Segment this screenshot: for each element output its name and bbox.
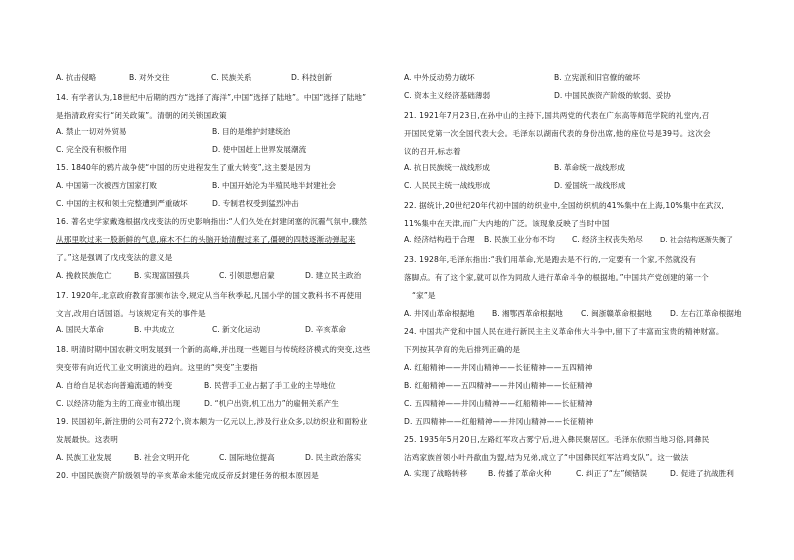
q18-stem-line: 18. 明清时期中国农耕文明发展到一个新的高峰,并出现一些题目与传统经济模式的突变,这些 (56, 345, 371, 354)
option-c[interactable]: C. 闽浙赣革命根据地 (581, 309, 652, 318)
option-a[interactable]: A. 自给自足状态向普遍流通的转变 (56, 381, 173, 390)
option-b[interactable]: B. 实现富国强兵 (134, 271, 190, 280)
option-d[interactable]: D. 专制君权受到猛烈冲击 (212, 199, 299, 208)
q16-options (56, 271, 406, 281)
option-c[interactable]: C. 引领思想启蒙 (219, 271, 275, 280)
option-b[interactable]: B. 湘鄂西革命根据地 (492, 309, 563, 318)
option-d[interactable]: D. 辛亥革命 (305, 325, 347, 334)
q19-stem-line: 发展最快。这表明 (56, 435, 118, 444)
option-b[interactable]: B. 民族工业分布不均 (484, 235, 555, 244)
option-b[interactable]: B. 民营手工业占据了手工业的主导地位 (204, 381, 336, 390)
option-d[interactable]: D. 爱国统一战线形成 (554, 181, 626, 190)
q20-options (404, 91, 756, 101)
option-d[interactable]: D. 左右江革命根据地 (670, 309, 742, 318)
option-d[interactable]: D. “机户出资,机工出力”的雇佣关系产生 (204, 399, 339, 408)
option-a[interactable]: A. 经济结构趋于合理 (404, 235, 475, 244)
q22-stem-line: 22. 据统计,20世纪20年代初中国的纺织业中,全国纺织机的41%集中在上海,10%集中在武汉, (404, 201, 724, 210)
q16-stem-line: 从那里吹过来一股新鲜的气息,麻木不仁的头脑开始清醒过来了,僵硬的四肢逐渐动弹起来 (56, 235, 356, 244)
q24-option-d[interactable]: D. 五四精神——红船精神——井冈山精神——长征精神 (404, 417, 594, 426)
option-a[interactable]: A. 抗击侵略 (56, 73, 97, 82)
q15-options (56, 199, 406, 209)
option-a[interactable]: A. 井冈山革命根据地 (404, 309, 475, 318)
q17-stem-line: 17. 1920年,北京政府教育部颁布法令,规定从当年秋季起,凡国小学的国文教科书不再使用 (56, 291, 362, 300)
option-b[interactable]: B. 立宪派和旧官僚的破坏 (554, 73, 640, 82)
option-c[interactable]: C. 国际地位提高 (219, 453, 275, 462)
q14-stem-line: 是指清政府实行“闭关政策”。清朝的闭关锁国政策 (56, 111, 227, 120)
q21-stem-line: 议的召开,标志着 (404, 147, 461, 156)
q23-stem-line: 落脚点。有了这个家,就可以作为同敌人进行革命斗争的根据地。”中国共产党创建的第一个 (404, 273, 709, 282)
q14-options (56, 127, 406, 137)
option-a[interactable]: A. 禁止一切对外贸易 (56, 127, 127, 136)
q17-options (56, 325, 406, 335)
q21-options (404, 163, 756, 173)
option-b[interactable]: B. 对外交往 (129, 73, 170, 82)
q15-stem-line: 15. 1840年的鸦片战争使“中国的历史进程发生了重大转变”,这主要是因为 (56, 163, 311, 172)
q25-stem-line: 25. 1935年5月20日,左路红军攻占雾宁后,进入彝民聚居区。毛泽东依照当地习俗,同彝民 (404, 435, 710, 444)
option-a[interactable]: A. 实现了战略转移 (404, 469, 468, 478)
option-c[interactable]: C. 人民民主统一战线形成 (404, 181, 491, 190)
q14-options (56, 145, 406, 155)
q24-stem-line: 24. 中国共产党和中国人民在进行新民主主义革命伟大斗争中,留下了丰富而宝贵的精神财富。 (404, 327, 724, 336)
option-d[interactable]: D. 科技创新 (291, 73, 333, 82)
option-a[interactable]: A. 中国第一次被西方国家打败 (56, 181, 158, 190)
option-c[interactable]: C. 经济主权丧失殆尽 (572, 235, 643, 244)
q23-stem-line: “家”是 (412, 291, 436, 300)
option-b[interactable]: B. 中国开始沦为半殖民地半封建社会 (212, 181, 336, 190)
option-a[interactable]: A. 民族工业发展 (56, 453, 112, 462)
q15-options (56, 181, 406, 191)
q21-stem-line: 开国民党第一次全国代表大会。毛泽东以湖南代表的身份出席,他的座位号是39号。这次会 (404, 129, 711, 138)
q23-stem-line: 23. 1928年,毛泽东指出:“我们用革命,光是跑去是不行的,一定要有一个家,不然就没有 (404, 255, 697, 264)
q19-options (56, 453, 406, 463)
option-b[interactable]: B. 革命统一战线形成 (554, 163, 625, 172)
q24-option-b[interactable]: B. 红船精神——五四精神——井冈山精神——长征精神 (404, 381, 593, 390)
option-b[interactable]: B. 社会文明开化 (134, 453, 190, 462)
option-d[interactable]: D. 促进了抗战胜利 (670, 469, 734, 478)
q21-options (404, 181, 756, 191)
q19-stem-line: 19. 民国初年,新注册的公司有272个,资本额为一亿元以上,涉及行业众多,以纺织业和面粉业 (56, 417, 368, 426)
q24-stem-line: 下列按其孕育的先后排列正确的是 (404, 345, 521, 354)
option-c[interactable]: C. 完全没有积极作用 (56, 145, 127, 154)
option-c[interactable]: C. 以经济功能为主的工商业市镇出现 (56, 399, 181, 408)
q14-stem-line: 14. 有学者认为,18世纪中后期的西方“选择了海洋”,中国“选择了陆地”。中国“选择了陆地” (56, 93, 367, 102)
option-d[interactable]: D. 建立民主政治 (305, 271, 362, 280)
q22-stem-line: 11%集中在天津,而广大内地的广泛。该现象反映了当时中国 (404, 219, 610, 228)
q20-stem-line: 20. 中国民族资产阶级领导的辛亥革命未能完成反帝反封建任务的根本原因是 (56, 471, 319, 480)
option-d[interactable]: D. 使中国赶上世界发展潮流 (212, 145, 307, 154)
q16-stem-line: 16. 著名史学家戴逸根据戊戌变法的历史影响指出:“人们久处在封建闭塞的沉霾气氛中,骤然 (56, 217, 367, 226)
q22-options (404, 235, 756, 245)
option-c[interactable]: C. 资本主义经济基础薄弱 (404, 91, 491, 100)
option-a[interactable]: A. 国民大革命 (56, 325, 104, 334)
q23-options (404, 309, 756, 319)
q17-stem-line: 文言,改用白话国语。与该规定有关的事件是 (56, 309, 206, 318)
q25-options (404, 469, 756, 479)
option-a[interactable]: A. 中外反动势力破坏 (404, 73, 475, 82)
option-a[interactable]: A. 挽救民族危亡 (56, 271, 112, 280)
option-a[interactable]: A. 抗日民族统一战线形成 (404, 163, 490, 172)
option-b[interactable]: B. 中共成立 (134, 325, 175, 334)
q13-options (56, 73, 406, 83)
option-c[interactable]: C. 新文化运动 (212, 325, 261, 334)
option-d[interactable]: D. 社会结构逐渐失衡了 (660, 236, 733, 244)
q24-option-a[interactable]: A. 红船精神——井冈山精神——长征精神——五四精神 (404, 363, 593, 372)
option-b[interactable]: B. 目的是维护封建统治 (212, 127, 291, 136)
q18-options (56, 399, 406, 409)
q21-stem-line: 21. 1921年7月23日,在孙中山的主持下,国共两党的代表在广东高等师范学院的礼堂内,召 (404, 111, 710, 120)
q16-stem-line: 了。”这是强调了戊戌变法的意义是 (56, 253, 173, 262)
q24-option-c[interactable]: C. 五四精神——井冈山精神——红船精神——长征精神 (404, 399, 593, 408)
q20-options (404, 73, 756, 83)
option-d[interactable]: D. 民主政治落实 (305, 453, 362, 462)
q18-stem-line: 突变带有向近代工业文明演进的趋向。这里的“突变”主要指 (56, 363, 258, 372)
q25-stem-line: 沽鸡家族首领小叶丹歃血为盟,结为兄弟,成立了“中国彝民红军沽鸡支队”。这一做法 (404, 453, 689, 462)
option-c[interactable]: C. 民族关系 (211, 73, 252, 82)
option-c[interactable]: C. 纠正了“左”倾错误 (576, 469, 648, 478)
option-c[interactable]: C. 中国的主权和领土完整遭到严重破坏 (56, 199, 188, 208)
option-b[interactable]: B. 传播了革命火种 (488, 469, 552, 478)
option-d[interactable]: D. 中国民族资产阶级的软弱、妥协 (554, 91, 671, 100)
q18-options (56, 381, 406, 391)
